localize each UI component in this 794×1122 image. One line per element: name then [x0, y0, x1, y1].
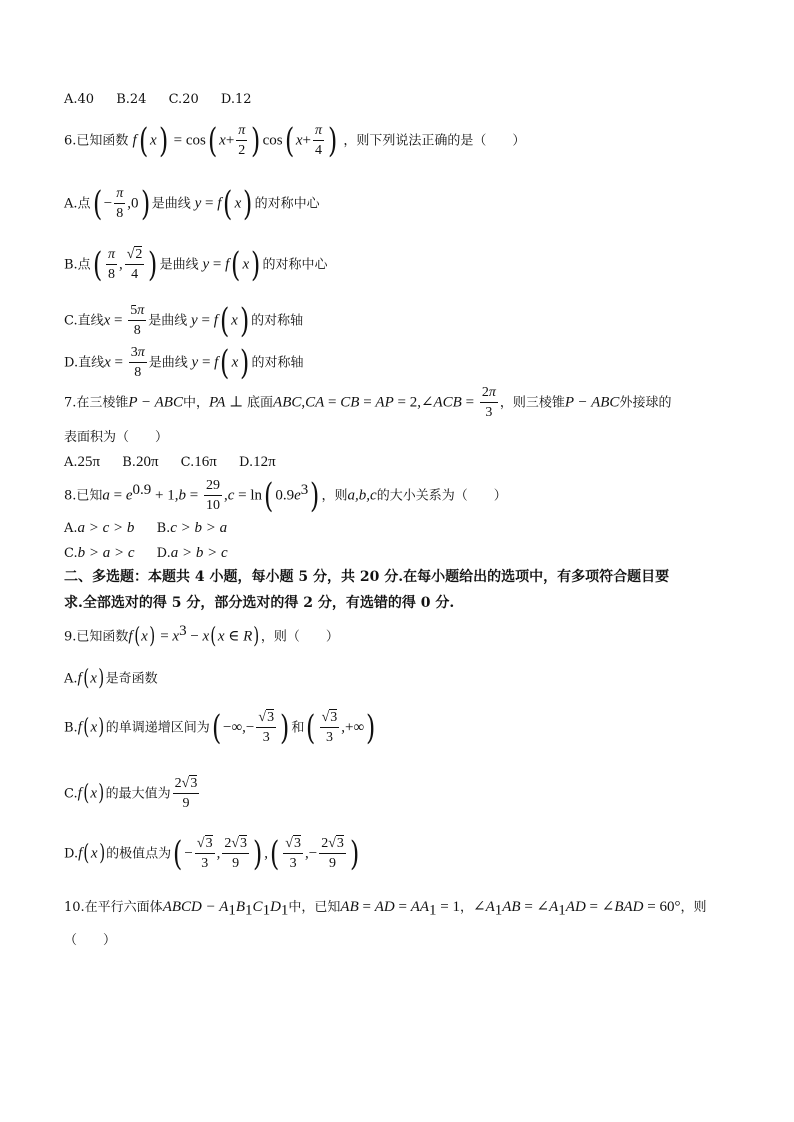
- q9-option-d: D.f(x)的极值点为( − $\frac{√3}{3}$ , $\frac{2√3}{9}$ ) ,( $\frac{√3}{3}$ ,− $\frac{2√3}{9}$ ): [64, 833, 360, 874]
- q6-option-c: C.直线x = $\frac{5\pi}{8}$ 是曲线 y = f( x) 的对称轴: [64, 300, 304, 341]
- q7-option-c-label: C.: [180, 455, 195, 470]
- q7-mid1: 中，: [182, 395, 209, 411]
- q9-option-a: A.f(x)是奇函数: [64, 666, 158, 691]
- q5-option-b: B.24: [116, 92, 147, 107]
- q6-a-prefix: A.点: [64, 196, 91, 212]
- q7-line2: 表面积为（ ）: [64, 430, 169, 445]
- q6-c-prefix: C.直线: [64, 313, 104, 329]
- q9-a-label: A.: [64, 671, 78, 687]
- q10-mid2: ，: [459, 900, 473, 915]
- q5-options: [64, 93, 270, 106]
- section2-line2: 求.全部选对的得 5 分，部分选对的得 2 分，有选错的得 0 分.: [64, 595, 455, 611]
- q8-stem: 8.已知$a = e^{0.9} + 1,b$ = $\frac{29}{10}$ ,c = ln( $0.9e^3$) ，则a,b,c的大小关系为（ ）: [64, 475, 507, 516]
- q7-option-b-value: 20π: [135, 454, 159, 470]
- q7-mid2: 底面: [247, 395, 274, 411]
- q9-d-text: 的极值点为: [106, 846, 172, 862]
- q8-option-a-label: A.: [64, 521, 78, 536]
- q7-mid3: ，则三棱锥: [499, 395, 565, 411]
- q6-b-suffix: 是曲线: [159, 257, 199, 273]
- q9-stem: 9.已知函数$f(x) = x^3 - x(x$ ∈ R)，则（ ）: [64, 623, 339, 649]
- q7-stem: 7.在三棱锥P − ABC中，PA ⊥ 底面ABC,CA = CB = AP = 2,∠ACB = $\frac{2\pi}{3}$ ，则三棱锥P − ABC外接球的: [64, 385, 672, 421]
- q8-option-b-label: B.: [156, 521, 171, 536]
- q8-prefix: 8.已知: [64, 488, 103, 504]
- q7-option-a-value: 25π: [77, 454, 101, 470]
- q8-suffix: ，则: [321, 488, 348, 504]
- q8-option-d-math: a > b > c: [170, 545, 228, 561]
- q7-option-c-value: 16π: [194, 454, 217, 470]
- q6-b-prefix: B.点: [64, 257, 91, 273]
- q6-a-tail: 的对称中心: [254, 196, 320, 212]
- q6-a-suffix: 是曲线: [151, 196, 191, 212]
- q6-b-tail: 的对称中心: [262, 257, 328, 273]
- q8-tail: 的大小关系为（ ）: [376, 488, 507, 504]
- q7-option-a-label: A.: [64, 455, 78, 470]
- q6-option-a: A.点( − $\frac{\pi}{8}$ ,0) 是曲线 y = f( x) 的对称中心: [64, 183, 320, 224]
- section2-line1: 二、多选题：本题共 4 小题，每小题 5 分，共 20 分.在每小题给出的选项中，有多项符合题目要: [64, 569, 670, 585]
- q5-option-c: C.20: [168, 92, 199, 107]
- q6-stem-suffix: ，则下列说法正确的是（ ）: [343, 133, 526, 149]
- q10-mid: 中，已知: [288, 900, 341, 915]
- q6-d-prefix: D.直线: [64, 355, 105, 371]
- q7-prefix: 7.在三棱锥: [64, 395, 129, 411]
- q8-option-c-math: b > a > c: [77, 545, 135, 561]
- q10-line2: （ ）: [64, 933, 117, 948]
- q10-prefix: 10.在平行六面体: [64, 900, 163, 915]
- q9-c-label: C.: [64, 786, 78, 802]
- q8-option-a-math: a > c > b: [77, 520, 135, 536]
- q9-b-and: 和: [291, 720, 305, 736]
- q7-option-d-label: D.: [239, 455, 254, 470]
- q8-options-row2: [64, 546, 246, 561]
- q9-option-b: B.f(x)的单调递增区间为( −∞,− $\frac{√3}{3}$ ) 和( $\frac{√3}{3}$ ,+∞): [64, 707, 376, 748]
- q9-option-c: C.f(x)的最大值为 $\frac{2√3}{9}$: [64, 776, 198, 812]
- q9-b-text: 的单调递增区间为: [105, 720, 210, 736]
- q9-suffix: ，则（ ）: [260, 629, 339, 645]
- q7-option-d-value: 12π: [253, 454, 276, 470]
- q8-option-b-math: c > b > a: [170, 520, 228, 536]
- q6-c-suffix: 是曲线: [148, 313, 188, 329]
- q5-option-d: D.12: [220, 92, 252, 107]
- q6-option-d: D.直线x = $\frac{3\pi}{8}$ 是曲线 y = f( x) 的对称轴: [64, 342, 304, 383]
- q9-a-text: 是奇函数: [105, 671, 158, 687]
- q6-d-tail: 的对称轴: [251, 355, 304, 371]
- q10-tail: ，则: [680, 900, 707, 915]
- q9-prefix: 9.已知函数: [64, 629, 129, 645]
- q8-options-row1: [64, 521, 245, 536]
- q6-stem: 6.已知函数 f( x) = cos( x+ $\frac{\pi}{2}$ ) cos( x+ $\frac{\pi}{4}$ ) ，则下列说法正确的是（ ）: [64, 120, 526, 161]
- q10-stem: 10.在平行六面体ABCD − $A_1B_1C_1D_1$中，已知AB = AD = $AA_1 = 1$，$\angle A_1AB$ = $\angle A_1AD$ = ∠BAD = 60°，则: [64, 899, 707, 919]
- q7-tail: 外接球的: [619, 395, 672, 411]
- q9-c-text: 的最大值为: [105, 786, 171, 802]
- q5-option-a: A.40: [64, 92, 95, 107]
- q9-b-label: B.: [64, 720, 78, 736]
- q6-c-tail: 的对称轴: [251, 313, 304, 329]
- q6-d-suffix: 是曲线: [148, 355, 188, 371]
- q8-option-c-label: C.: [64, 546, 78, 561]
- q8-option-d-label: D.: [156, 546, 171, 561]
- q7-options: [64, 455, 294, 470]
- q7-option-b-label: B.: [122, 455, 136, 470]
- q9-d-label: D.: [64, 846, 79, 862]
- q6-stem-prefix: 6.已知函数: [64, 133, 129, 149]
- q6-option-b: B.点( $\frac{\pi}{8}$ , $\frac{√2}{4}$ ) 是曲线 y = f( x) 的对称中心: [64, 244, 328, 285]
